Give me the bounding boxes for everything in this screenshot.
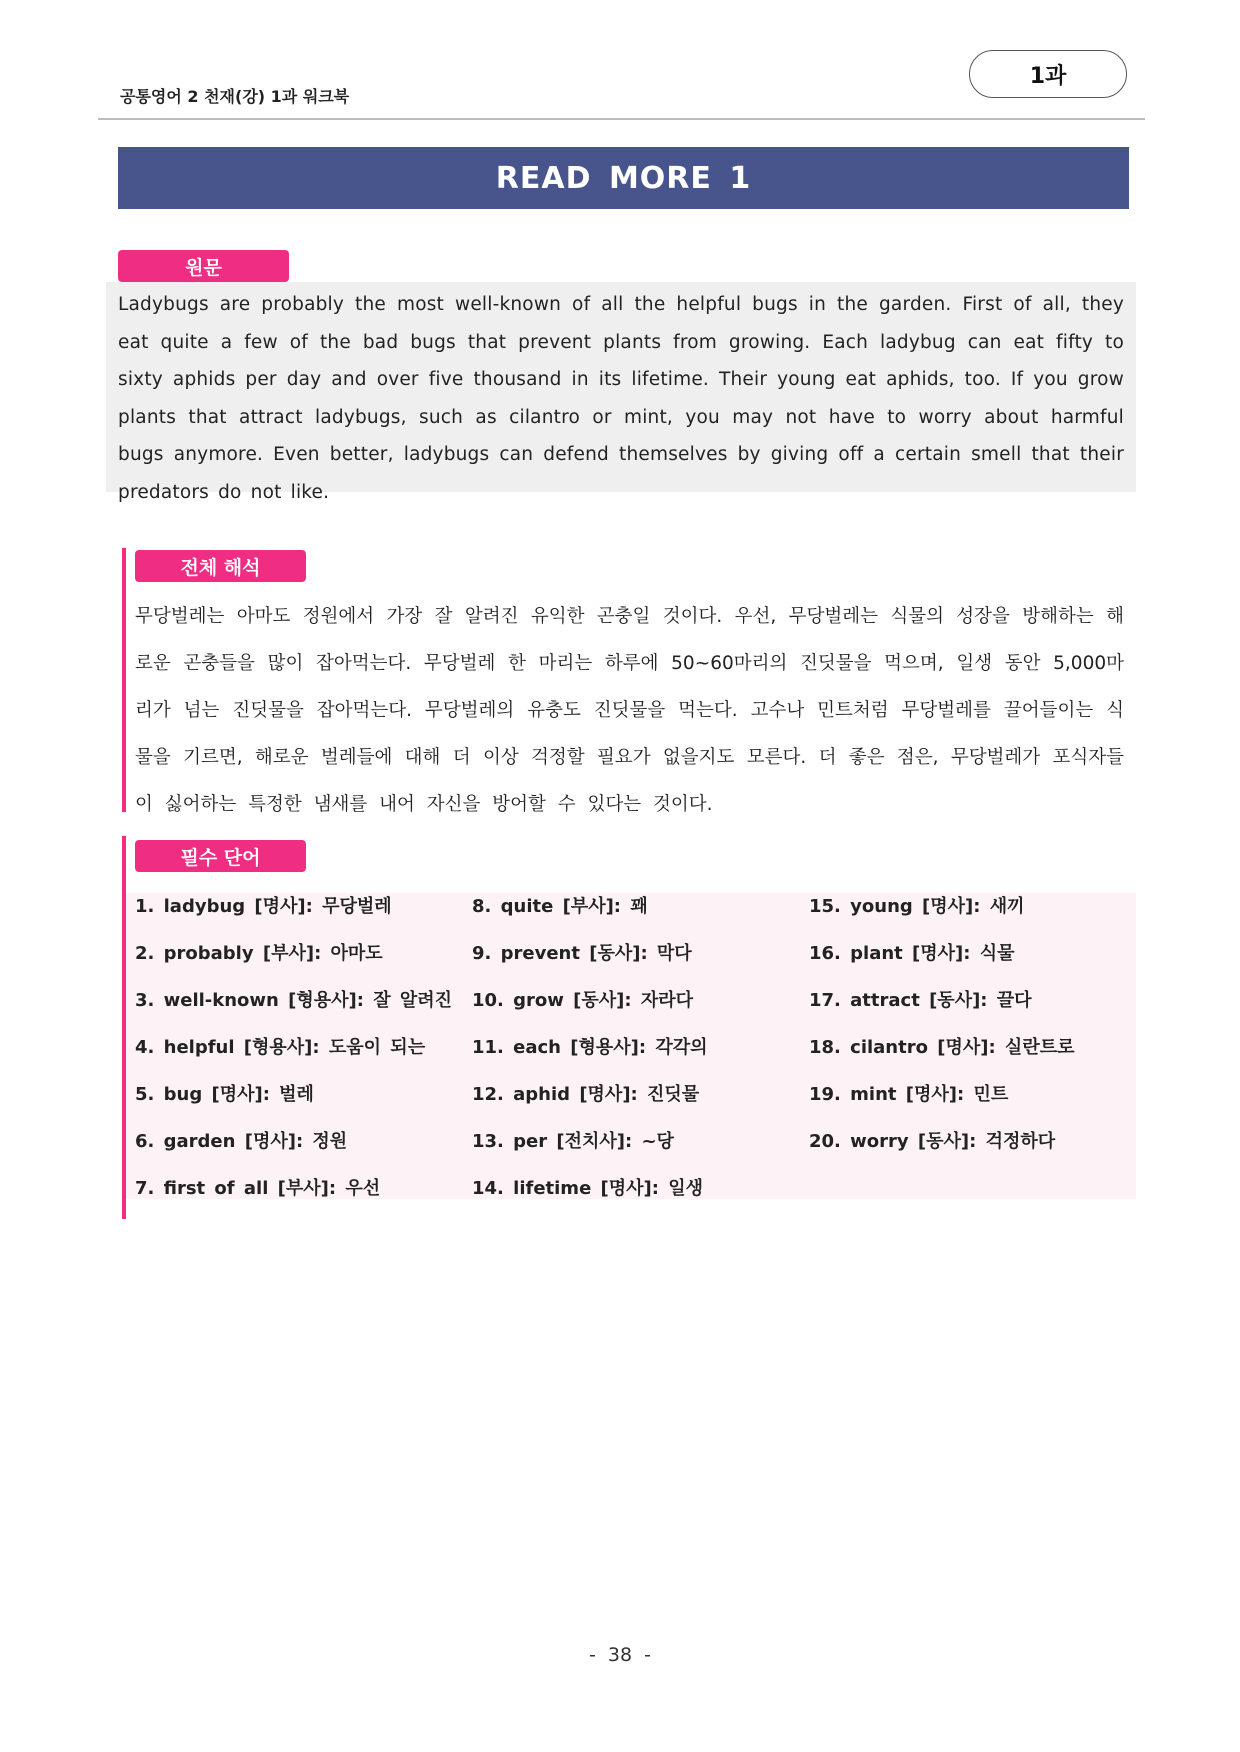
vocabulary-item: 9. prevent [동사]: 막다 bbox=[472, 943, 692, 964]
vocabulary-column-2 bbox=[472, 893, 708, 1222]
vocabulary-item: 20. worry [동사]: 걱정하다 bbox=[809, 1131, 1056, 1152]
vocabulary-item: 18. cilantro [명사]: 실란트로 bbox=[809, 1037, 1075, 1058]
vocabulary-item: 13. per [전치사]: ~당 bbox=[472, 1131, 674, 1152]
vocabulary-item: 10. grow [동사]: 자라다 bbox=[472, 990, 694, 1011]
original-text: Ladybugs are probably the most well-known of all the helpful bugs in the garden. First of all, they eat quite a few of the bad bugs that prevent plants from growing. Each ladybug can eat fifty to sixty aphids per day and over five thousand in its lifetime. Their young eat aphids, too. If you grow plants that attract ladybugs, such as cilantro or mint, you may not have to worry about harmful bugs anymore. Even better, ladybugs can defend themselves by giving off a certain smell that their predators do not like. bbox=[118, 294, 1124, 503]
vocabulary-item: 17. attract [동사]: 끌다 bbox=[809, 990, 1032, 1011]
vocabulary-item: 12. aphid [명사]: 진딧물 bbox=[472, 1084, 700, 1105]
vocabulary-item: 4. helpful [형용사]: 도움이 되는 bbox=[135, 1037, 426, 1058]
vocabulary-item: 11. each [형용사]: 각각의 bbox=[472, 1037, 708, 1058]
page-number: - 38 - bbox=[589, 1644, 651, 1666]
vocabulary-item: 14. lifetime [명사]: 일생 bbox=[472, 1178, 704, 1199]
translation-text: 무당벌레는 아마도 정원에서 가장 잘 알려진 유익한 곤충일 것이다. 우선, 무당벌레는 식물의 성장을 방해하는 해로운 곤충들을 많이 잡아먹는다. 무당벌레 한 마리는 하루에 50~60마리의 진딧물을 먹으며, 일생 동안 5,000마리가 넘는 진딧물을 잡아먹는다. 무당벌레의 유충도 진딧물을 먹는다. 고수나 민트처럼 무당벌레를 끌어들이는 식물을 기르면, 해로운 벌레들에 대해 더 이상 걱정할 필요가 없을지도 모른다. 더 좋은 점은, 무당벌레가 포식자들이 싫어하는 특정한 냄새를 내어 자신을 방어할 수 있다는 것이다. bbox=[135, 606, 1124, 815]
section-banner: READ MORE 1 bbox=[118, 147, 1129, 209]
workbook-title: 공통영어 2 천재(강) 1과 워크북 bbox=[120, 87, 350, 106]
vocabulary-item: 15. young [명사]: 새끼 bbox=[809, 896, 1025, 917]
vocabulary-item: 1. ladybug [명사]: 무당벌레 bbox=[135, 896, 392, 917]
vocabulary-label: 필수 단어 bbox=[135, 840, 306, 872]
lesson-badge: 1과 bbox=[969, 50, 1127, 98]
translation-accent-bar bbox=[122, 548, 126, 812]
vocabulary-item: 7. first of all [부사]: 우선 bbox=[135, 1178, 381, 1199]
original-label: 원문 bbox=[118, 250, 289, 282]
vocabulary-item: 19. mint [명사]: 민트 bbox=[809, 1084, 1009, 1105]
vocabulary-item: 16. plant [명사]: 식물 bbox=[809, 943, 1015, 964]
vocabulary-item: 2. probably [부사]: 아마도 bbox=[135, 943, 383, 964]
vocabulary-item: 5. bug [명사]: 벌레 bbox=[135, 1084, 314, 1105]
vocabulary-item: 8. quite [부사]: 꽤 bbox=[472, 896, 648, 917]
header-divider bbox=[98, 118, 1145, 120]
vocabulary-item: 3. well-known [형용사]: 잘 알려진 bbox=[135, 990, 453, 1011]
vocabulary-column-1 bbox=[135, 893, 452, 1222]
vocabulary-item: 6. garden [명사]: 정원 bbox=[135, 1131, 348, 1152]
vocabulary-column-3 bbox=[809, 893, 1074, 1175]
translation-label: 전체 해석 bbox=[135, 550, 306, 582]
